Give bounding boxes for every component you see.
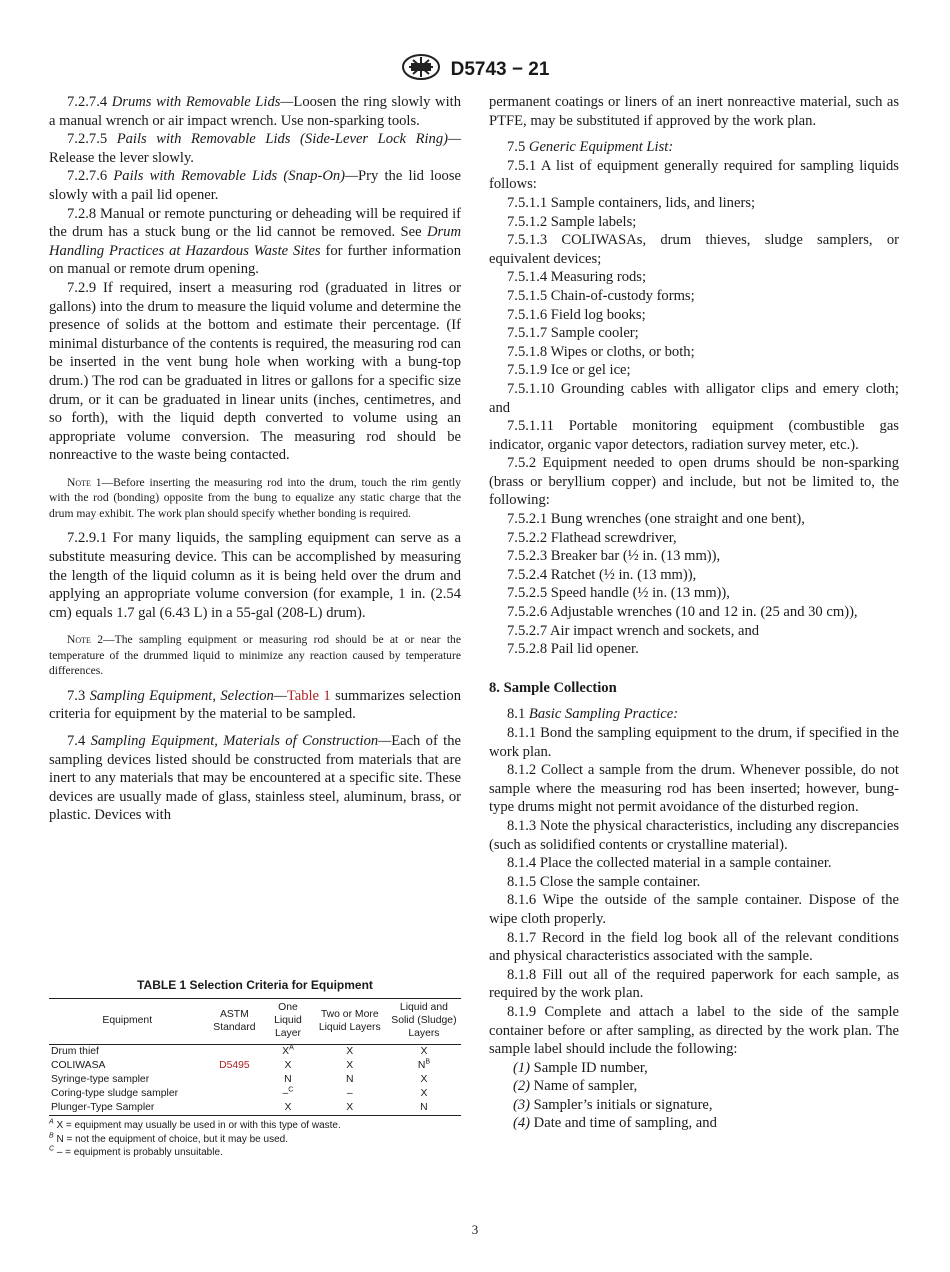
list-item: 7.5.1.11 Portable monitoring equipment (combustible gas indicator, organic vapor detectors, radiation survey meter, etc.). <box>489 418 899 453</box>
list-item: 7.5.2 Equipment needed to open drums should be non-sparking (brass or beryllium copper) and include, but not be limited to, the following: <box>489 455 899 509</box>
list-item: 8.1.4 Place the collected material in a sample container. <box>507 855 832 872</box>
astm-logo-icon <box>401 54 441 85</box>
list-item: (2) Name of sampler, <box>513 1078 638 1095</box>
table-1 <box>49 978 461 1160</box>
table-row: Syringe-type sampler N N X <box>51 1074 428 1085</box>
list-item: 7.5.2.7 Air impact wrench and sockets, and <box>507 622 760 639</box>
list-item: 7.5.1.10 Grounding cables with alligator clips and emery cloth; and <box>489 380 899 416</box>
note-1: Note 1—Before inserting the measuring rod into the drum, touch the rim gently with the rod (bonding) opposite from the bung to equalize any static charge that the drum may exhibit. The work plan should specify whether bonding is required. <box>49 475 461 520</box>
list-item: 7.5.1.4 Measuring rods; <box>507 269 647 286</box>
list-item: 7.5.2.8 Pail lid opener. <box>507 641 639 658</box>
list-item: 7.5.1 A list of equipment generally required for sampling liquids follows: <box>489 157 899 193</box>
table-row: COLIWASA D5495 X X $N^B$ <box>51 1058 430 1071</box>
table-1-link[interactable]: Table 1 <box>286 687 331 704</box>
list-item: (1) Sample ID number, <box>513 1059 648 1076</box>
column-header: Two or More Liquid Layers <box>313 999 387 1045</box>
paragraph: 7.4 Sampling Equipment, Materials of Construction—Each of the sampling devices listed should be constructed from materials that are inert to any materials that may be encountered at a specific site. These devices are usually made of glass, stainless steel, aluminum, brass, or plastic. Devices with <box>49 733 461 824</box>
selection-criteria-table <box>49 998 461 1116</box>
list-item: (3) Sampler’s initials or signature, <box>513 1096 713 1113</box>
list-item: 8.1.9 Complete and attach a label to the side of the sample container before or after sampling, as directed by the work plan. The sample label should include the following: <box>489 1003 899 1058</box>
list-item: 7.5.1.9 Ice or gel ice; <box>507 362 631 379</box>
footnote: $^C$ – = equipment is probably unsuitable. <box>49 1145 223 1158</box>
paragraph: 7.2.7.4 Drums with Removable Lids—Loosen the ring slowly with a manual wrench or air impact wrench. Use non-sparking tools. <box>49 94 461 129</box>
table-title: TABLE 1 Selection Criteria for Equipment <box>137 978 373 992</box>
footnote: $^A$ X = equipment may usually be used in or with this type of waste. <box>49 1118 341 1131</box>
list-item: 7.5.2.4 Ratchet (½ in. (13 mm)), <box>507 566 697 583</box>
list-item: 7.5.1.8 Wipes or cloths, or both; <box>507 343 695 360</box>
page-number: 3 <box>471 1222 479 1237</box>
list-item: 8.1.6 Wipe the outside of the sample container. Dispose of the wipe cloth properly. <box>489 892 899 927</box>
section-heading: 7.5 Generic Equipment List: <box>507 139 674 156</box>
table-footnotes <box>49 1119 461 1160</box>
list-item: 7.5.1.7 Sample cooler; <box>507 325 639 342</box>
list-item: 8.1.5 Close the sample container. <box>507 873 701 890</box>
list-item: 7.5.2.1 Bung wrenches (one straight and one bent), <box>507 511 805 528</box>
list-item: 8.1.8 Fill out all of the required paperwork for each sample, as required by the work plan. <box>489 966 899 1002</box>
list-item: 7.5.1.2 Sample labels; <box>507 213 637 230</box>
column-header: One Liquid Layer <box>263 999 312 1045</box>
paragraph: 7.2.9.1 For many liquids, the sampling equipment can serve as a substitute measuring device. This can be accomplished by measuring the length of the liquid column as it is being held over the drum and applying an appropriate volume conversion (for example, 1 in. (2.54 cm) equals 1.7 gal (6.43 L) in a 55-gal (208-L) drum). <box>49 530 461 621</box>
list-item: 7.5.2.2 Flathead screwdriver, <box>507 529 677 546</box>
list-item: 8.1.2 Collect a sample from the drum. Whenever possible, do not sample where the measuring rod has been inserted; however, bung-type drums might not permit avoidance of the disturbed region. <box>489 762 899 816</box>
section-heading: 8.1 Basic Sampling Practice: <box>507 706 679 723</box>
list-item: 7.5.1.1 Sample containers, lids, and liners; <box>507 194 756 211</box>
list-item: 7.5.1.5 Chain-of-custody forms; <box>507 287 695 304</box>
paragraph: 7.2.7.5 Pails with Removable Lids (Side-Lever Lock Ring)—Release the lever slowly. <box>49 131 461 166</box>
paragraph: 7.2.8 Manual or remote puncturing or deheading will be required if the drum has a stuck bung or the lid cannot be removed. See Drum Handling Practices at Hazardous Waste Sites for further information on manual or remote drum opening. <box>49 205 461 278</box>
list-item: 7.5.2.6 Adjustable wrenches (10 and 12 in. (25 and 30 cm)), <box>507 604 858 621</box>
list-item: 7.5.1.6 Field log books; <box>507 306 646 323</box>
list-item: 8.1.7 Record in the field log book all of the relevant conditions and physical characteristics associated with the sample. <box>489 929 899 965</box>
paragraph: 7.2.9 If required, insert a measuring rod (graduated in litres or gallons) into the drum to measure the liquid volume and determine the presence of solids at the bottom and estimate their percentage. (If minimal disturbance of the contents is required, the measuring rod can be inserted in the vent bung hole when working with a bung-top drum.) The rod can be graduated in litres or gallons for a specific size drum, or it can be graduated in linear units (inches, centimetres, and so forth), with the liquid depth converted to volume using an appropriate volume conversion. The measuring rod should be nonreactive to the waste being contacted. <box>49 279 461 464</box>
left-column <box>49 93 461 825</box>
paragraph: 7.2.7.6 Pails with Removable Lids (Snap-On)—Pry the lid loose slowly with a pail lid opener. <box>49 168 461 203</box>
table-row: Drum thief $X^A$ X X <box>51 1044 428 1057</box>
list-item: 8.1.3 Note the physical characteristics, including any discrepancies (such as solidified contents or crystalline material). <box>489 817 899 853</box>
column-header: Equipment <box>49 999 206 1045</box>
paragraph: 7.3 Sampling Equipment, Selection—Table 1 summarizes selection criteria for equipment by the material to be sampled. <box>49 687 462 723</box>
column-header: Liquid and Solid (Sludge) Layers <box>387 999 461 1045</box>
column-header: ASTM Standard <box>206 999 264 1045</box>
list-item: 7.5.2.3 Breaker bar (½ in. (13 mm)), <box>507 548 721 565</box>
list-item: 7.5.1.3 COLIWASAs, drum thieves, sludge samplers, or equivalent devices; <box>489 232 899 267</box>
list-item: 7.5.2.5 Speed handle (½ in. (13 mm)), <box>507 585 730 602</box>
right-column <box>489 93 899 1133</box>
document-id: D5743 − 21 <box>450 58 550 80</box>
table-row: Plunger-Type Sampler X X N <box>51 1102 428 1113</box>
list-item: (4) Date and time of sampling, and <box>513 1115 717 1132</box>
section-title: 8. Sample Collection <box>489 679 617 696</box>
list-item: 8.1.1 Bond the sampling equipment to the drum, if specified in the work plan. <box>489 725 899 760</box>
paragraph: permanent coatings or liners of an inert nonreactive material, such as PTFE, may be substituted if approved by the work plan. <box>489 94 899 129</box>
footnote: $^B$ N = not the equipment of choice, but it may be used. <box>49 1132 288 1145</box>
page-header <box>0 54 950 84</box>
note-2: Note 2—The sampling equipment or measuring rod should be at or near the temperature of the drummed liquid to minimize any reaction caused by temperature differences. <box>49 633 462 678</box>
table-row: Coring-type sludge sampler –$^C$ – X <box>51 1086 428 1099</box>
standard-link[interactable]: D5495 <box>219 1060 250 1071</box>
